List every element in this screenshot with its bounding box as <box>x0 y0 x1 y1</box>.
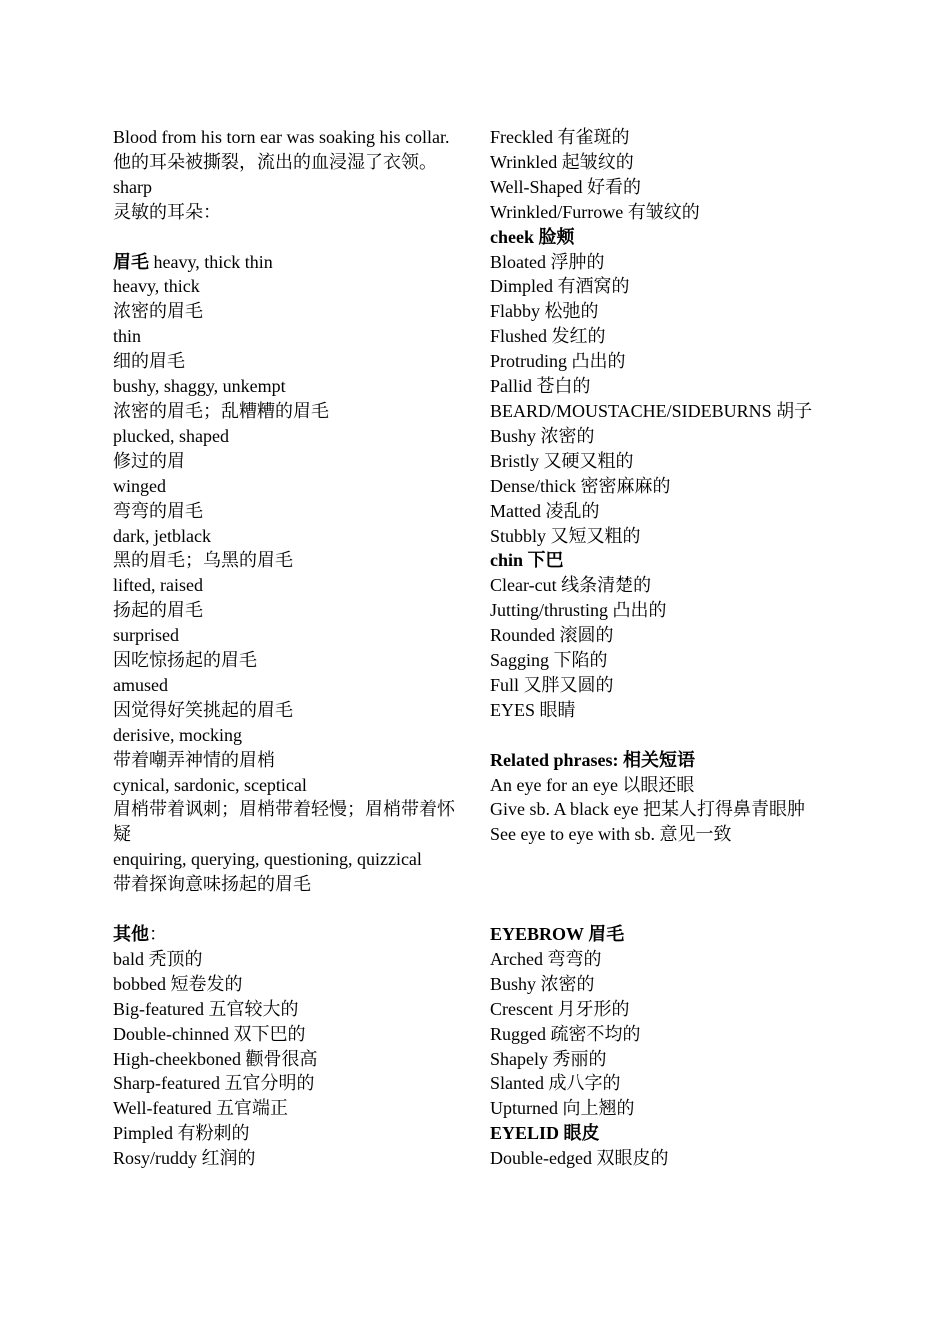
left-line: enquiring, querying, questioning, quizzical <box>113 849 422 870</box>
right-line: Crescent 月牙形的 <box>490 998 630 1019</box>
right-line: chin 下巴 <box>490 550 564 571</box>
right-line <box>490 723 835 748</box>
left-line: winged <box>113 475 166 496</box>
right-line: Slanted 成八字的 <box>490 1073 621 1094</box>
right-line: See eye to eye with sb. 意见一致 <box>490 824 732 845</box>
left-line: Pimpled 有粉刺的 <box>113 1123 250 1144</box>
right-line: Wrinkled/Furrowe 有皱纹的 <box>490 201 700 222</box>
right-column <box>490 125 835 1171</box>
left-line: 扬起的眉毛 <box>113 600 203 621</box>
right-line: Dense/thick 密密麻麻的 <box>490 475 671 496</box>
left-line <box>113 225 463 250</box>
right-line: Full 又胖又圆的 <box>490 674 614 695</box>
left-line: 他的耳朵被撕裂，流出的血浸湿了衣领。 <box>113 151 437 172</box>
left-line: Rosy/ruddy 红润的 <box>113 1148 256 1169</box>
right-line: Protruding 凸出的 <box>490 351 626 372</box>
left-line: Blood from his torn ear was soaking his collar. <box>113 127 450 147</box>
right-line: Flabby 松弛的 <box>490 301 599 322</box>
left-line: bald 秃顶的 <box>113 948 203 969</box>
left-line: 浓密的眉毛 <box>113 301 203 322</box>
right-line: EYES 眼睛 <box>490 699 576 720</box>
right-line: Bristly 又硬又粗的 <box>490 450 634 471</box>
left-line <box>113 897 463 922</box>
left-line: 带着探询意味扬起的眉毛 <box>113 874 311 895</box>
right-line: Dimpled 有酒窝的 <box>490 276 630 297</box>
left-line: thin <box>113 326 142 347</box>
right-line: EYEBROW 眉毛 <box>490 924 625 944</box>
right-line: Stubbly 又短又粗的 <box>490 525 641 546</box>
left-line: Sharp-featured 五官分明的 <box>113 1073 315 1094</box>
left-line: bobbed 短卷发的 <box>113 973 243 994</box>
left-line: plucked, shaped <box>113 425 229 446</box>
left-line: surprised <box>113 625 179 646</box>
left-line: 弯弯的眉毛 <box>113 500 203 521</box>
left-line: 因吃惊扬起的眉毛 <box>113 650 257 671</box>
left-line: dark, jetblack <box>113 525 211 546</box>
bold-heading: 眉毛 <box>113 251 149 272</box>
right-line: Rugged 疏密不均的 <box>490 1023 641 1044</box>
right-line: cheek 脸颊 <box>490 226 575 247</box>
right-line: Give sb. A black eye 把某人打得鼻青眼肿 <box>490 799 805 820</box>
left-column <box>113 125 463 1171</box>
right-line: Rounded 滚圆的 <box>490 625 614 646</box>
right-line: Well-Shaped 好看的 <box>490 176 642 197</box>
right-line: Double-edged 双眼皮的 <box>490 1148 669 1169</box>
right-line: Arched 弯弯的 <box>490 948 602 969</box>
right-line: Jutting/thrusting 凸出的 <box>490 600 667 621</box>
right-line: An eye for an eye 以眼还眼 <box>490 774 695 795</box>
right-line: Upturned 向上翘的 <box>490 1098 635 1119</box>
left-line: Big-featured 五官较大的 <box>113 998 299 1019</box>
left-line: 灵敏的耳朵： <box>113 201 221 222</box>
right-line: Shapely 秀丽的 <box>490 1048 607 1069</box>
right-line: Bloated 浮肿的 <box>490 251 605 272</box>
left-line: Double-chinned 双下巴的 <box>113 1023 306 1044</box>
left-line: cynical, sardonic, sceptical <box>113 774 307 795</box>
left-line: 眉毛 heavy, thick thin <box>113 251 273 272</box>
bold-heading: 其他 <box>113 924 149 944</box>
right-line: Sagging 下陷的 <box>490 650 608 671</box>
right-line: EYELID 眼皮 <box>490 1123 600 1144</box>
left-line: 浓密的眉毛；乱糟糟的眉毛 <box>113 400 329 421</box>
left-line: lifted, raised <box>113 575 203 596</box>
right-line: Flushed 发红的 <box>490 326 606 347</box>
right-line <box>490 847 835 872</box>
right-line: Freckled 有雀斑的 <box>490 127 630 147</box>
right-line: Matted 凌乱的 <box>490 500 600 521</box>
left-line: High-cheekboned 颧骨很高 <box>113 1048 318 1069</box>
left-line: derisive, mocking <box>113 724 242 745</box>
left-line: Well-featured 五官端正 <box>113 1098 288 1119</box>
left-line: 黑的眉毛；乌黑的眉毛 <box>113 550 293 571</box>
right-line: Bushy 浓密的 <box>490 425 595 446</box>
right-line: Pallid 苍白的 <box>490 376 591 397</box>
left-line: 细的眉毛 <box>113 351 185 372</box>
left-line: sharp <box>113 176 152 197</box>
right-line: Clear-cut 线条清楚的 <box>490 575 652 596</box>
left-line: 修过的眉 <box>113 450 185 471</box>
left-line: bushy, shaggy, unkempt <box>113 376 286 397</box>
left-line: 其他： <box>113 924 167 944</box>
left-line: heavy, thick <box>113 276 200 297</box>
right-line <box>490 872 835 897</box>
left-line: 因觉得好笑挑起的眉毛 <box>113 699 293 720</box>
right-line: Related phrases: 相关短语 <box>490 749 695 770</box>
right-line <box>490 897 835 922</box>
right-line: Wrinkled 起皱纹的 <box>490 151 634 172</box>
left-line: 眉梢带着讽刺；眉梢带着轻慢；眉梢带着怀疑 <box>113 799 455 845</box>
right-line: Bushy 浓密的 <box>490 973 595 994</box>
right-line: BEARD/MOUSTACHE/SIDEBURNS 胡子 <box>490 400 813 421</box>
left-line: amused <box>113 674 168 695</box>
left-line: 带着嘲弄神情的眉梢 <box>113 749 275 770</box>
